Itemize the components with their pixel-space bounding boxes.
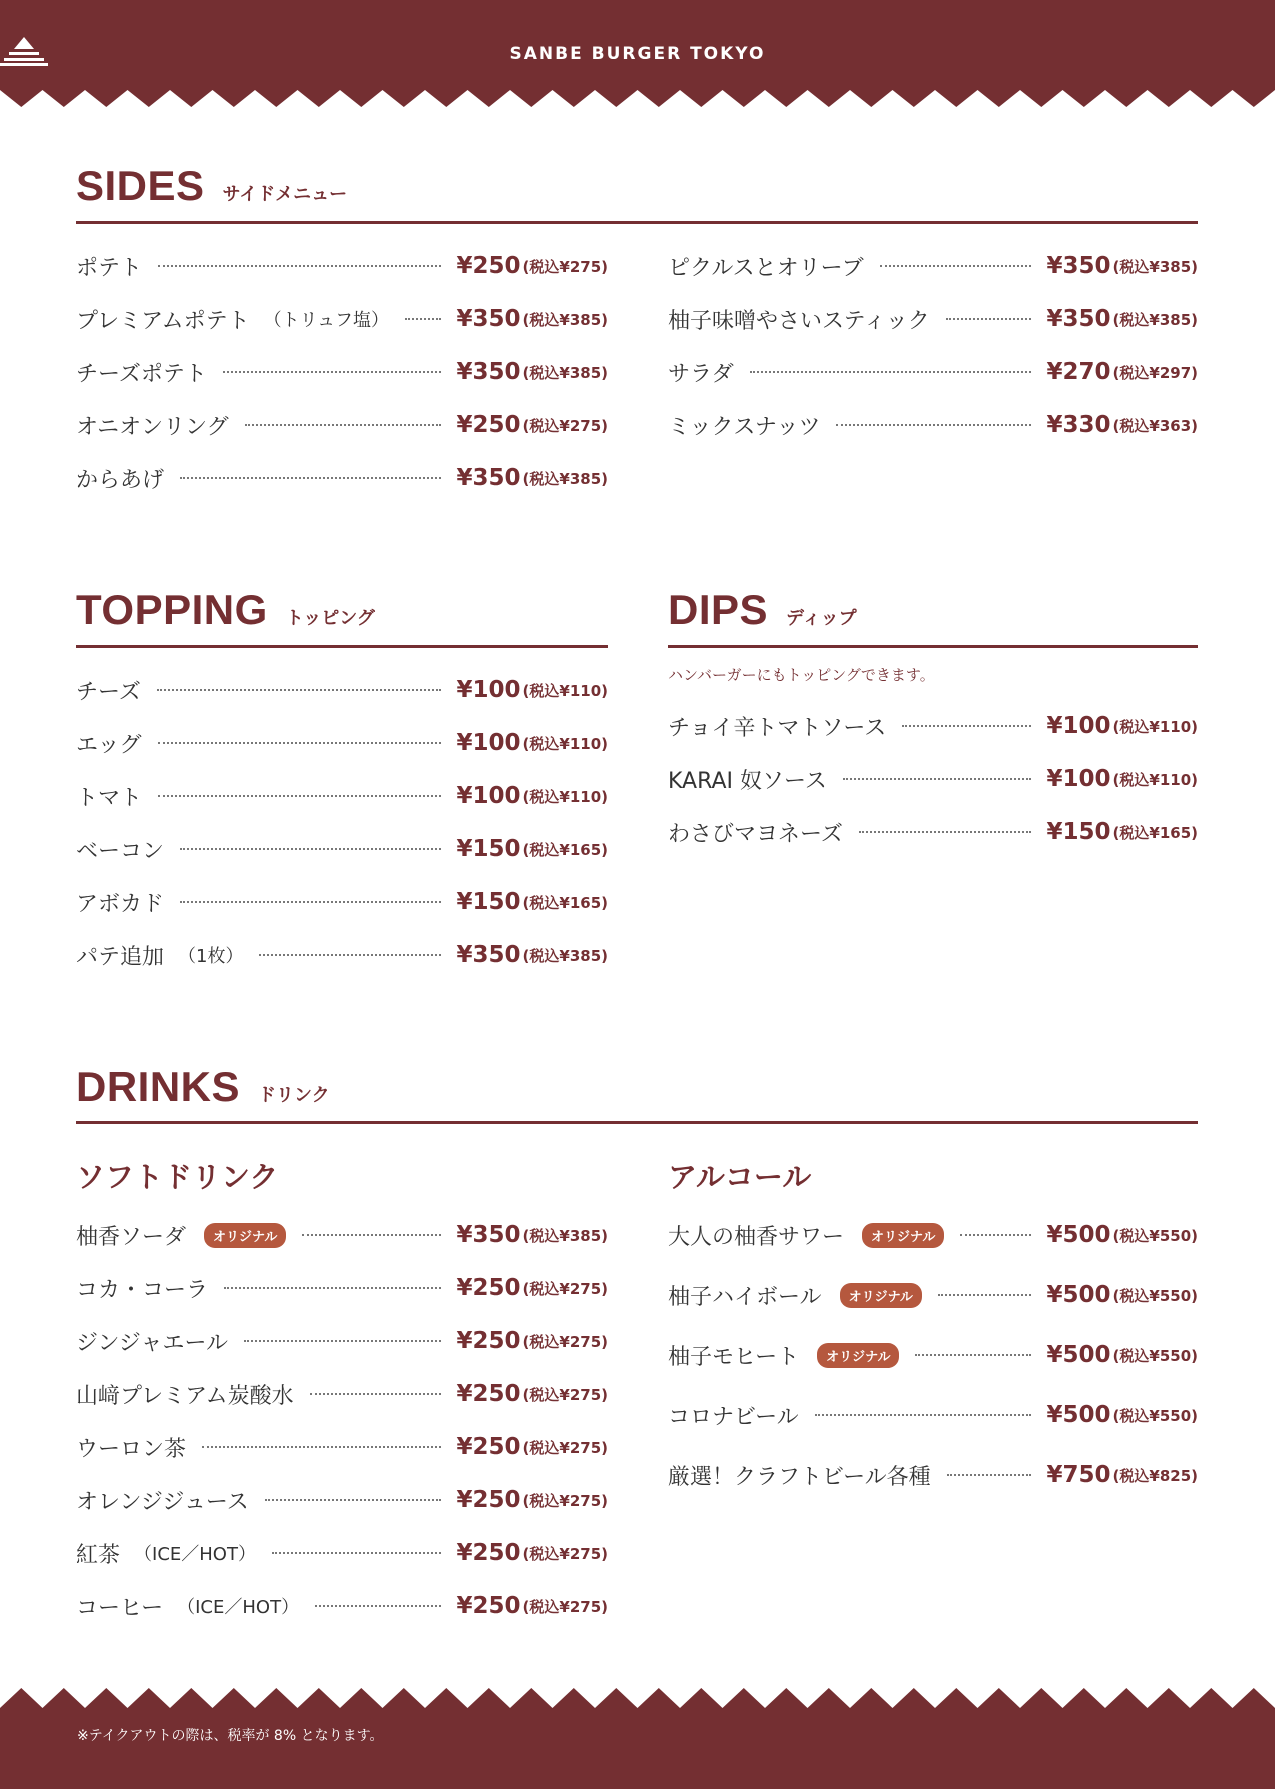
topping-item-label: エッグ xyxy=(76,732,142,758)
sides-item-label: オニオンリング xyxy=(76,414,229,440)
dips-item-name xyxy=(668,764,827,795)
sides-item-price: ¥330 xyxy=(1046,412,1111,438)
sides-item-price: ¥250 xyxy=(456,412,521,438)
soft-drink-item xyxy=(76,1430,608,1464)
topping-item xyxy=(76,779,608,813)
soft-drink-item-label: 山﨑プレミアム炭酸水 xyxy=(76,1383,294,1409)
sides-item-name xyxy=(76,251,142,282)
soft-drink-item-tax-price: (税込¥275) xyxy=(522,1544,608,1563)
sides-item-price: ¥270 xyxy=(1046,359,1111,385)
dips-item-price: ¥100 xyxy=(1046,766,1111,792)
dips-note: ハンバーガーにもトッピングできます。 xyxy=(668,666,935,684)
alcohol-item xyxy=(668,1398,1198,1432)
sides-item-name xyxy=(76,304,389,335)
original-badge: オリジナル xyxy=(817,1343,899,1368)
sides-item-price: ¥250 xyxy=(456,253,521,279)
soft-drink-item-price: ¥250 xyxy=(456,1540,521,1566)
alcohol-item-tax-price: (税込¥825) xyxy=(1112,1466,1198,1485)
dotted-leader xyxy=(223,371,441,373)
alcohol-item-label: 柚子ハイボール xyxy=(668,1284,822,1310)
sides-item xyxy=(668,249,1198,283)
soft-drink-item-price: ¥250 xyxy=(456,1434,521,1460)
topping-item-label: トマト xyxy=(76,785,143,811)
topping-item-price: ¥350 xyxy=(456,942,521,968)
sides-item-name xyxy=(668,410,820,441)
topping-item-price: ¥150 xyxy=(456,836,521,862)
soft-drink-item-price: ¥250 xyxy=(456,1275,521,1301)
dotted-leader xyxy=(836,424,1030,426)
soft-drink-item-name xyxy=(76,1538,256,1569)
alcohol-item-tax-price: (税込¥550) xyxy=(1112,1346,1198,1365)
original-badge: オリジナル xyxy=(862,1223,944,1248)
dips-item-label: わさびマヨネーズ xyxy=(668,821,843,847)
sides-item-label: からあげ xyxy=(76,467,165,493)
dotted-leader xyxy=(259,954,440,956)
drinks-title-jp: ドリンク xyxy=(258,1085,330,1106)
soft-drink-item xyxy=(76,1536,608,1570)
dotted-leader xyxy=(405,318,440,320)
soft-drink-item-name xyxy=(76,1273,208,1304)
sides-item-price: ¥350 xyxy=(456,306,521,332)
mountain-logo-icon xyxy=(0,36,48,66)
dotted-leader xyxy=(843,778,1031,780)
dips-item-label: KARAI 奴ソース xyxy=(668,768,827,794)
sides-item-label: ポテト xyxy=(76,255,143,281)
dips-title-jp: ディップ xyxy=(786,608,857,629)
drinks-rule xyxy=(76,1121,1198,1124)
alcohol-item-price: ¥500 xyxy=(1046,1222,1111,1248)
dips-item-name xyxy=(668,817,843,848)
dotted-leader xyxy=(960,1234,1030,1236)
alcohol-item-tax-price: (税込¥550) xyxy=(1112,1406,1198,1425)
soft-drink-item-label: ジンジャエール xyxy=(76,1330,229,1356)
sides-item-price: ¥350 xyxy=(456,465,521,491)
topping-item-tax-price: (税込¥110) xyxy=(522,787,608,806)
drinks-title xyxy=(76,1063,330,1111)
soft-drink-item-price: ¥250 xyxy=(456,1328,521,1354)
dips-item-tax-price: (税込¥110) xyxy=(1112,770,1198,789)
sides-item xyxy=(76,408,608,442)
sides-item-name xyxy=(76,357,207,388)
topping-item-name xyxy=(76,781,142,812)
dotted-leader xyxy=(815,1414,1031,1416)
dotted-leader xyxy=(158,742,441,744)
dotted-leader xyxy=(158,795,441,797)
dips-title xyxy=(668,586,857,634)
dotted-leader xyxy=(902,725,1030,727)
alcohol-heading: アルコール xyxy=(668,1160,812,1194)
dotted-leader xyxy=(180,848,441,850)
dotted-leader xyxy=(224,1287,441,1289)
soft-drink-item xyxy=(76,1218,608,1252)
sides-rule xyxy=(76,221,1198,224)
original-badge: オリジナル xyxy=(204,1223,286,1248)
sides-item-tax-price: (税込¥275) xyxy=(522,257,608,276)
alcohol-item-label: コロナビール xyxy=(668,1404,799,1430)
topping-title-jp: トッピング xyxy=(285,608,375,629)
sides-item-label: サラダ xyxy=(668,361,734,387)
sides-item-price: ¥350 xyxy=(456,359,521,385)
alcohol-item-name xyxy=(668,1280,922,1311)
soft-drink-item-tax-price: (税込¥275) xyxy=(522,1438,608,1457)
dips-item-price: ¥100 xyxy=(1046,713,1111,739)
dips-item-tax-price: (税込¥110) xyxy=(1112,717,1198,736)
soft-drink-item-name xyxy=(76,1485,249,1516)
topping-item-label: ベーコン xyxy=(76,838,165,864)
original-badge: オリジナル xyxy=(840,1283,922,1308)
alcohol-item-name xyxy=(668,1400,799,1431)
topping-item xyxy=(76,885,608,919)
topping-item-tax-price: (税込¥165) xyxy=(522,840,608,859)
dotted-leader xyxy=(245,424,441,426)
topping-item-name xyxy=(76,728,142,759)
sides-title xyxy=(76,162,347,210)
dotted-leader xyxy=(915,1354,1030,1356)
sides-item-label: ミックスナッツ xyxy=(668,414,821,440)
sides-item xyxy=(76,355,608,389)
dotted-leader xyxy=(880,265,1031,267)
dips-rule xyxy=(668,645,1198,648)
sides-item-tax-price: (税込¥385) xyxy=(522,310,608,329)
alcohol-item-price: ¥750 xyxy=(1046,1462,1111,1488)
soft-drink-item-note: （ICE／HOT） xyxy=(134,1544,256,1565)
dips-item xyxy=(668,815,1198,849)
alcohol-item-tax-price: (税込¥550) xyxy=(1112,1226,1198,1245)
dotted-leader xyxy=(180,901,441,903)
sides-item-tax-price: (税込¥385) xyxy=(1112,310,1198,329)
soft-drink-item-tax-price: (税込¥275) xyxy=(522,1385,608,1404)
sides-item xyxy=(76,302,608,336)
soft-drink-item-name xyxy=(76,1326,228,1357)
alcohol-item-name xyxy=(668,1460,931,1491)
alcohol-item-price: ¥500 xyxy=(1046,1402,1111,1428)
brand-name: SANBE BURGER TOKYO xyxy=(509,44,766,64)
sides-item-tax-price: (税込¥385) xyxy=(522,469,608,488)
brand xyxy=(0,36,1275,72)
alcohol-item-label: 厳選！クラフトビール各種 xyxy=(668,1464,931,1490)
topping-item-label: パテ追加 xyxy=(76,944,165,970)
dotted-leader xyxy=(202,1446,441,1448)
soft-drink-item-label: オレンジジュース xyxy=(76,1489,249,1515)
sides-item-name xyxy=(668,304,930,335)
dotted-leader xyxy=(946,318,1031,320)
dotted-leader xyxy=(750,371,1031,373)
soft-drink-item-name xyxy=(76,1220,286,1251)
topping-item-name xyxy=(76,834,164,865)
sides-title-jp: サイドメニュー xyxy=(222,184,348,205)
topping-item xyxy=(76,938,608,972)
topping-item-name xyxy=(76,675,141,706)
dotted-leader xyxy=(947,1474,1031,1476)
soft-drink-item-name xyxy=(76,1379,294,1410)
sides-item-name xyxy=(76,410,229,441)
sides-item-label: 柚子味噌やさいスティック xyxy=(668,308,930,334)
dotted-leader xyxy=(938,1294,1031,1296)
dotted-leader xyxy=(157,689,441,691)
topping-item-label: チーズ xyxy=(76,679,141,705)
topping-item-tax-price: (税込¥385) xyxy=(522,946,608,965)
sides-item-name xyxy=(668,357,734,388)
topping-item-price: ¥100 xyxy=(456,677,521,703)
alcohol-item-name xyxy=(668,1340,899,1371)
alcohol-item-label: 柚子モヒート xyxy=(668,1344,800,1370)
sides-item-label: ピクルスとオリーブ xyxy=(668,255,864,281)
alcohol-item xyxy=(668,1278,1198,1312)
sides-item-name xyxy=(76,463,164,494)
topping-item xyxy=(76,832,608,866)
soft-drink-item-name xyxy=(76,1591,299,1622)
alcohol-item xyxy=(668,1218,1198,1252)
dotted-leader xyxy=(244,1340,440,1342)
drinks-title-en: DRINKS xyxy=(76,1063,241,1110)
soft-drink-item-label: 紅茶 xyxy=(76,1542,121,1568)
takeout-tax-note: ※テイクアウトの際は、税率が 8% となります。 xyxy=(77,1728,384,1744)
sides-title-en: SIDES xyxy=(76,162,205,209)
topping-item xyxy=(76,726,608,760)
topping-item-price: ¥100 xyxy=(456,730,521,756)
soft-drink-item-name xyxy=(76,1432,186,1463)
dips-item-name xyxy=(668,711,886,742)
alcohol-item-price: ¥500 xyxy=(1046,1342,1111,1368)
topping-item-tax-price: (税込¥110) xyxy=(522,734,608,753)
dips-item xyxy=(668,709,1198,743)
dotted-leader xyxy=(158,265,441,267)
sides-item xyxy=(668,408,1198,442)
topping-item-name xyxy=(76,887,164,918)
topping-title-en: TOPPING xyxy=(76,586,268,633)
sides-item-label: チーズポテト xyxy=(76,361,207,387)
sides-item-note: （トリュフ塩） xyxy=(263,310,390,331)
dotted-leader xyxy=(310,1393,441,1395)
dips-item-tax-price: (税込¥165) xyxy=(1112,823,1198,842)
soft-drink-heading: ソフトドリンク xyxy=(76,1160,279,1194)
dotted-leader xyxy=(265,1499,441,1501)
soft-drink-item xyxy=(76,1377,608,1411)
dotted-leader xyxy=(859,831,1031,833)
soft-drink-item xyxy=(76,1483,608,1517)
topping-item-name xyxy=(76,940,243,971)
soft-drink-item-price: ¥350 xyxy=(456,1222,521,1248)
soft-drink-item-tax-price: (税込¥275) xyxy=(522,1491,608,1510)
sides-item xyxy=(76,461,608,495)
topping-item-tax-price: (税込¥110) xyxy=(522,681,608,700)
topping-rule xyxy=(76,645,608,648)
soft-drink-item-tax-price: (税込¥385) xyxy=(522,1226,608,1245)
dotted-leader xyxy=(315,1605,440,1607)
dips-item-price: ¥150 xyxy=(1046,819,1111,845)
alcohol-item xyxy=(668,1458,1198,1492)
dotted-leader xyxy=(272,1552,441,1554)
sides-item-label: プレミアムポテト xyxy=(76,308,250,334)
sides-item-tax-price: (税込¥385) xyxy=(1112,257,1198,276)
dips-item xyxy=(668,762,1198,796)
topping-item-note: （1枚） xyxy=(178,946,244,967)
soft-drink-item-label: 柚香ソーダ xyxy=(76,1224,187,1250)
alcohol-item-tax-price: (税込¥550) xyxy=(1112,1286,1198,1305)
topping-title xyxy=(76,586,375,634)
soft-drink-item-label: ウーロン茶 xyxy=(76,1436,187,1462)
soft-drink-item xyxy=(76,1271,608,1305)
soft-drink-item-price: ¥250 xyxy=(456,1487,521,1513)
sides-item xyxy=(668,355,1198,389)
sides-item-price: ¥350 xyxy=(1046,253,1111,279)
soft-drink-item-label: コーヒー xyxy=(76,1595,164,1621)
dips-item-label: チョイ辛トマトソース xyxy=(668,715,887,741)
topping-item xyxy=(76,673,608,707)
dotted-leader xyxy=(302,1234,440,1236)
header-banner xyxy=(0,0,1275,108)
dotted-leader xyxy=(180,477,441,479)
sides-item-tax-price: (税込¥385) xyxy=(522,363,608,382)
sides-item-name xyxy=(668,251,864,282)
soft-drink-item-tax-price: (税込¥275) xyxy=(522,1597,608,1616)
sides-item xyxy=(668,302,1198,336)
topping-item-price: ¥100 xyxy=(456,783,521,809)
soft-drink-item-label: コカ・コーラ xyxy=(76,1277,209,1303)
soft-drink-item-price: ¥250 xyxy=(456,1381,521,1407)
soft-drink-item xyxy=(76,1324,608,1358)
alcohol-item xyxy=(668,1338,1198,1372)
sides-item xyxy=(76,249,608,283)
soft-drink-item-tax-price: (税込¥275) xyxy=(522,1279,608,1298)
sides-item-tax-price: (税込¥275) xyxy=(522,416,608,435)
topping-item-tax-price: (税込¥165) xyxy=(522,893,608,912)
soft-drink-item-note: （ICE／HOT） xyxy=(177,1597,300,1618)
soft-drink-item-tax-price: (税込¥275) xyxy=(522,1332,608,1351)
alcohol-item-price: ¥500 xyxy=(1046,1282,1111,1308)
soft-drink-item xyxy=(76,1589,608,1623)
alcohol-item-label: 大人の柚香サワー xyxy=(668,1224,845,1250)
soft-drink-item-price: ¥250 xyxy=(456,1593,521,1619)
topping-item-price: ¥150 xyxy=(456,889,521,915)
dips-title-en: DIPS xyxy=(668,586,769,633)
topping-item-label: アボカド xyxy=(76,891,165,917)
sides-item-price: ¥350 xyxy=(1046,306,1111,332)
alcohol-item-name xyxy=(668,1220,944,1251)
sides-item-tax-price: (税込¥363) xyxy=(1112,416,1198,435)
sides-item-tax-price: (税込¥297) xyxy=(1112,363,1198,382)
